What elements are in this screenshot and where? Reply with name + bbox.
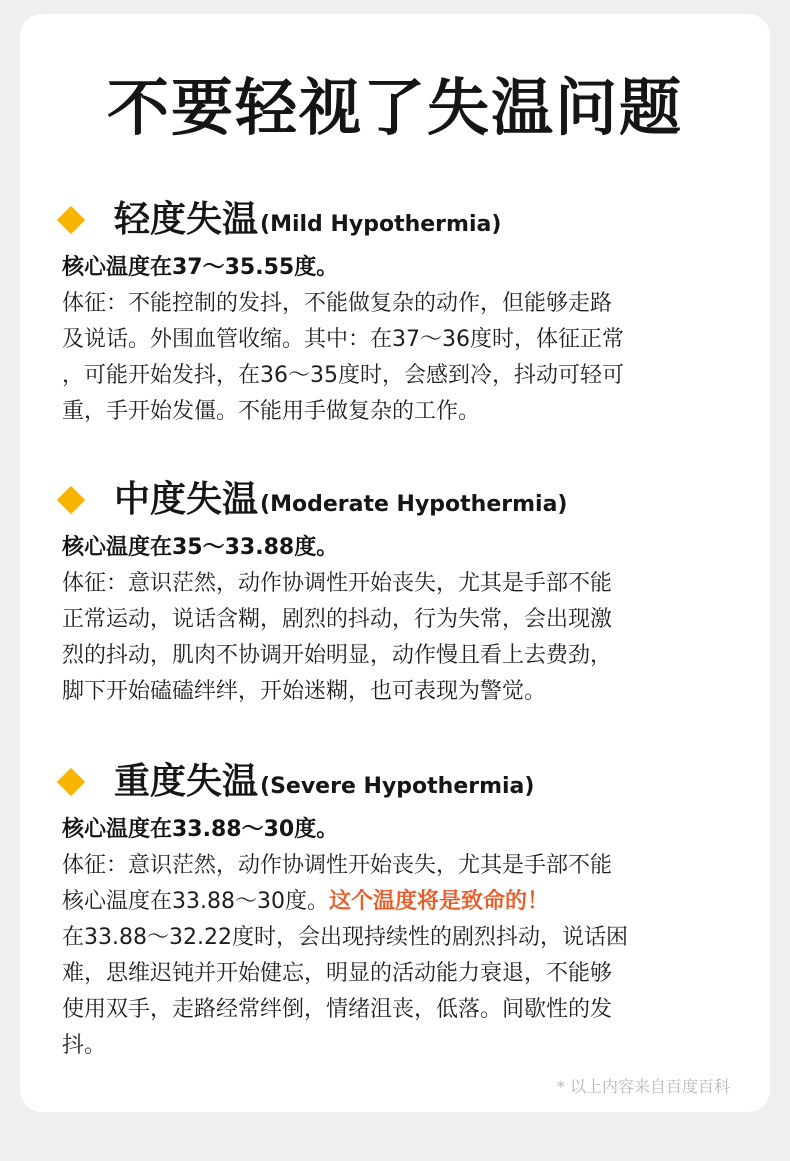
text-line: 重，手开始发僵。不能用手做复杂的工作。	[62, 399, 481, 424]
text-line: 抖。	[62, 1033, 107, 1058]
section-heading	[0, 758, 790, 808]
diamond-icon	[57, 768, 85, 796]
text-line: 正常运动，说话含糊，剧烈的抖动，行为失常，会出现激	[62, 607, 613, 632]
text-line: 脚下开始磕磕绊绊，开始迷糊，也可表现为警觉。	[62, 679, 547, 704]
page-title: 不要轻视了失温问题	[106, 71, 683, 144]
section-heading	[0, 196, 790, 246]
heading-en: (Severe Hypothermia)	[260, 774, 535, 799]
core-temperature: 核心温度在33.88～30度。	[62, 817, 339, 842]
fatal-warning: 这个温度将是致命的！	[328, 889, 549, 914]
heading-en: (Moderate Hypothermia)	[260, 492, 568, 517]
heading-text	[114, 758, 534, 811]
heading-zh: 重度失温	[114, 761, 259, 802]
text-segment: 核心温度在33.88～30度。	[62, 889, 329, 914]
heading-text	[114, 476, 567, 529]
text-line: 使用双手，走路经常绊倒，情绪沮丧，低落。间歇性的发	[62, 997, 613, 1022]
heading-zh: 中度失温	[114, 479, 259, 520]
heading-en: (Mild Hypothermia)	[260, 212, 502, 237]
core-temperature: 核心温度在35～33.88度。	[62, 535, 339, 560]
text-line: 在33.88～32.22度时，会出现持续性的剧烈抖动，说话困	[62, 925, 628, 950]
section-heading	[0, 476, 790, 526]
symptom-text	[62, 286, 734, 430]
text-line: 体征：意识茫然，动作协调性开始丧失，尤其是手部不能	[62, 853, 613, 878]
source-note: * 以上内容来自百度百科	[556, 1077, 730, 1096]
symptom-text	[62, 566, 734, 710]
text-line: 体征：不能控制的发抖，不能做复杂的动作，但能够走路	[62, 291, 613, 316]
text-line: 烈的抖动，肌肉不协调开始明显，动作慢且看上去费劲，	[62, 643, 613, 668]
core-temperature: 核心温度在37～35.55度。	[62, 255, 339, 280]
text-line	[62, 884, 734, 920]
heading-zh: 轻度失温	[114, 199, 259, 240]
diamond-icon	[57, 486, 85, 514]
text-line: 难，思维迟钝并开始健忘，明显的活动能力衰退，不能够	[62, 961, 613, 986]
symptom-text	[62, 848, 734, 1064]
text-line: ，可能开始发抖，在36～35度时，会感到冷，抖动可轻可	[62, 363, 624, 388]
diamond-icon	[57, 206, 85, 234]
text-line: 体征：意识茫然，动作协调性开始丧失，尤其是手部不能	[62, 571, 613, 596]
text-line: 及说话。外围血管收缩。其中：在37～36度时，体征正常	[62, 327, 624, 352]
heading-text	[114, 196, 501, 249]
